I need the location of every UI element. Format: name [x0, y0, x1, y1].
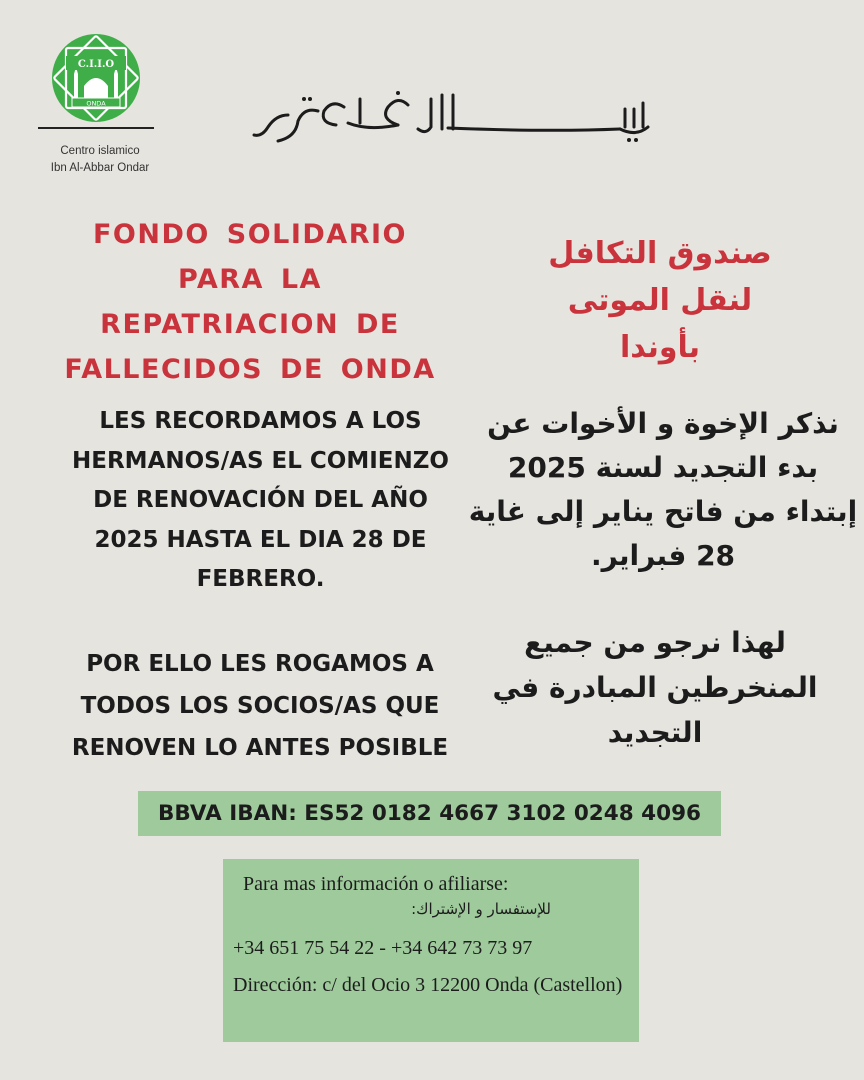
- contact-info-box: [223, 859, 639, 1042]
- info-label-spanish: Para mas información o afiliarse:: [243, 873, 509, 895]
- request-es-line-2: TODOS LOS SOCIOS/AS QUE: [80, 693, 440, 719]
- title-ar-line-2: لنقل الموتى: [567, 283, 753, 318]
- reminder-ar-line-1: نذكر الإخوة و الأخوات عن: [487, 407, 839, 440]
- title-spanish: [40, 212, 460, 392]
- reminder-ar-line-4: 28 فبراير.: [590, 539, 736, 572]
- title-es-line-2: PARA LA: [178, 264, 322, 295]
- request-ar-line-3: التجديد: [607, 716, 703, 749]
- request-es-line-1: POR ELLO LES ROGAMOS A: [86, 651, 434, 677]
- reminder-es-line-3: DE RENOVACIÓN DEL AÑO: [93, 487, 428, 513]
- reminder-es-line-5: FEBRERO.: [196, 566, 325, 592]
- title-es-line-1: FONDO SOLIDARIO: [92, 219, 407, 250]
- request-ar-line-2: المنخرطين المبادرة في: [492, 671, 818, 704]
- request-spanish: [40, 643, 480, 769]
- reminder-arabic: [468, 402, 858, 578]
- logo-monogram: C.I.I.O: [77, 59, 115, 70]
- title-ar-line-3: بأوندا: [619, 330, 701, 365]
- request-ar-line-1: لهذا نرجو من جميع: [524, 626, 786, 659]
- center-logo: [52, 34, 140, 122]
- organization-line-2: Ibn Al-Abbar Ondar: [50, 162, 150, 174]
- contact-phones: +34 651 75 54 22 - +34 642 73 73 97: [233, 937, 533, 959]
- reminder-ar-line-3: إبتداء من فاتح يناير إلى غاية: [468, 495, 858, 528]
- request-arabic: [470, 620, 840, 755]
- mosque-logo-icon: [52, 34, 140, 122]
- reminder-spanish: [48, 402, 473, 600]
- title-ar-line-1: صندوق التكافل: [548, 236, 772, 271]
- iban-text: BBVA IBAN: ES52 0182 4667 3102 0248 4096: [157, 801, 702, 826]
- title-es-line-4: FALLECIDOS DE ONDA: [64, 354, 436, 385]
- contact-address: Dirección: c/ del Ocio 3 12200 Onda (Castellon): [233, 974, 623, 996]
- logo-subtext: ONDA: [86, 99, 106, 108]
- reminder-es-line-4: 2025 HASTA EL DIA 28 DE: [94, 526, 427, 553]
- reminder-es-line-1: LES RECORDAMOS A LOS: [99, 408, 422, 434]
- basmala-calligraphy: [248, 85, 653, 155]
- request-es-line-3: RENOVEN LO ANTES POSIBLE: [71, 735, 449, 761]
- reminder-es-line-2: HERMANOS/AS EL COMIENZO: [72, 447, 449, 474]
- logo-divider: [38, 127, 154, 129]
- title-es-line-3: REPATRIACION DE: [100, 309, 400, 340]
- iban-banner: [138, 791, 721, 836]
- reminder-ar-line-2: بدء التجديد لسنة 2025: [507, 451, 819, 484]
- organization-name: [30, 143, 170, 177]
- info-label-arabic: للإستفسار و الإشتراك:: [411, 900, 551, 918]
- title-arabic: [495, 230, 825, 371]
- organization-line-1: Centro islamico: [60, 145, 140, 157]
- basmala-calligraphy-icon: [248, 85, 653, 155]
